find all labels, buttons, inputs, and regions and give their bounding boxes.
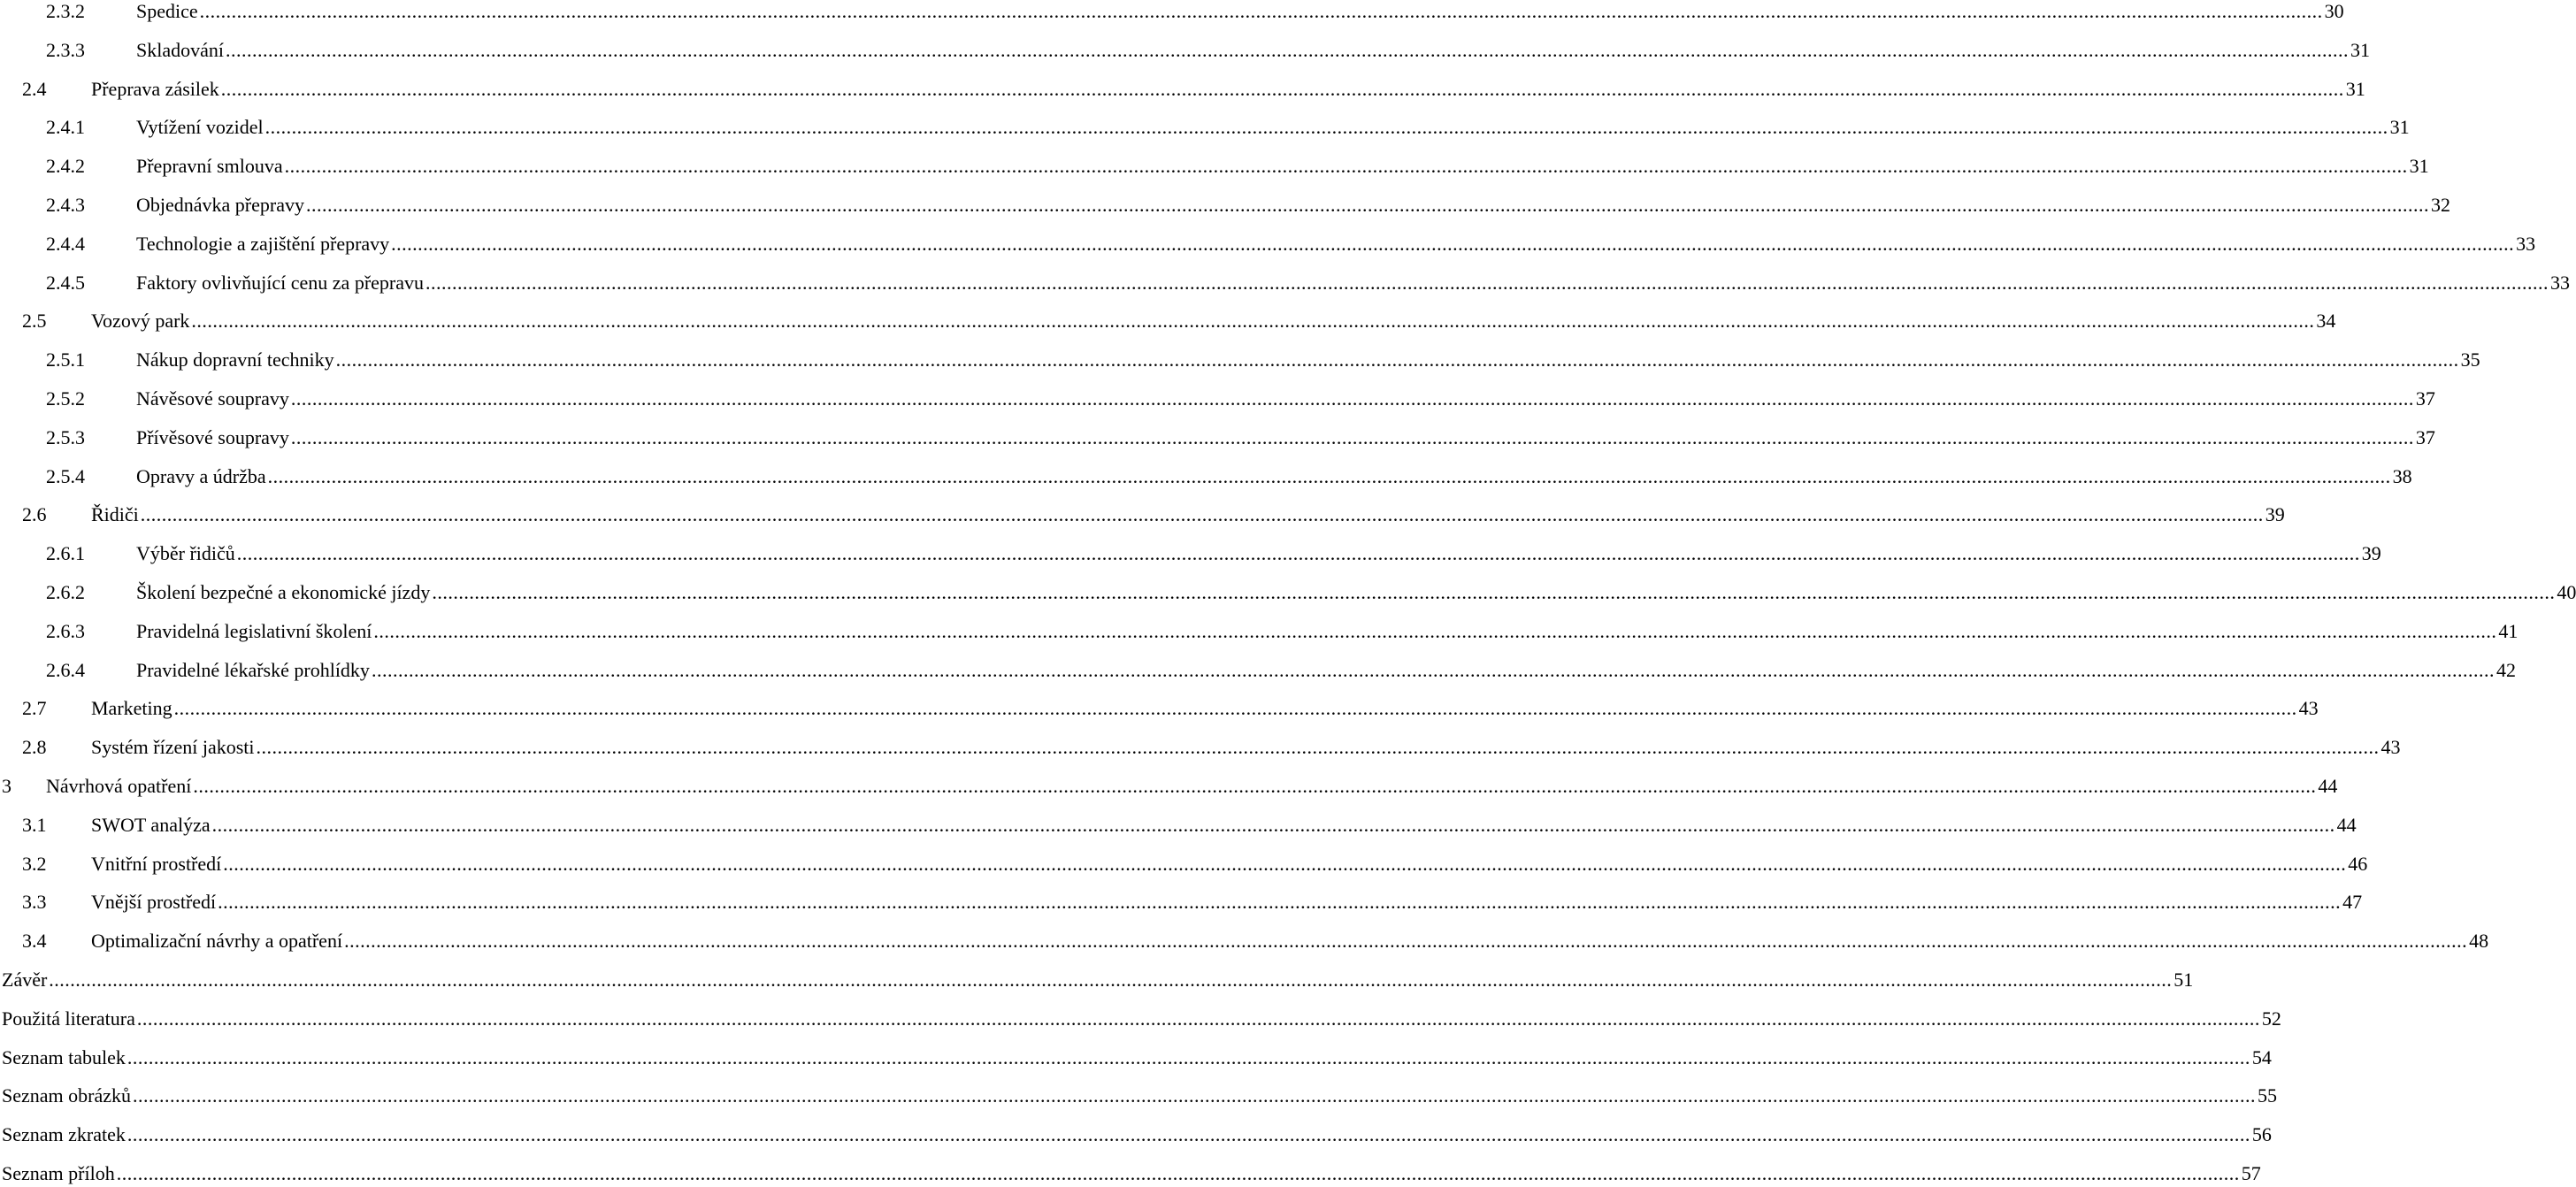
toc-entry-title: Přepravní smlouva bbox=[136, 155, 283, 178]
toc-entry-page-number: 37 bbox=[2415, 425, 2435, 448]
dot-leader: ................................................................................................................................................................................................................................................................................................................................................................................................................ bbox=[133, 1084, 2256, 1107]
dot-leader: ................................................................................................................................................................................................................................................................................................................................................................................................................ bbox=[191, 310, 2315, 333]
toc-entry-title: Seznam příloh bbox=[2, 1162, 115, 1184]
toc-entry-number: 2.5.2 bbox=[46, 387, 85, 410]
toc-entry-number: 2.6.1 bbox=[46, 542, 85, 565]
toc-entry-number: 3.2 bbox=[22, 852, 47, 875]
toc-entry-page-number: 46 bbox=[2348, 852, 2368, 875]
toc-entry-title: Vnější prostředí bbox=[91, 891, 217, 914]
dot-leader: ................................................................................................................................................................................................................................................................................................................................................................................................................ bbox=[220, 77, 2344, 100]
toc-entry-title: Použitá literatura bbox=[2, 1007, 135, 1030]
toc-entry[interactable] bbox=[0, 734, 2401, 761]
dot-leader: ................................................................................................................................................................................................................................................................................................................................................................................................................ bbox=[373, 619, 2497, 642]
toc-entry-page-number: 47 bbox=[2342, 891, 2363, 914]
toc-entry-page-number: 56 bbox=[2251, 1123, 2272, 1146]
toc-entry-page-number: 44 bbox=[2336, 813, 2357, 836]
toc-entry-title: Vnitřní prostředí bbox=[91, 852, 222, 875]
toc-entry-number: 2.6.2 bbox=[46, 581, 85, 603]
toc-entry[interactable] bbox=[0, 463, 2412, 490]
toc-entry[interactable] bbox=[0, 153, 2429, 180]
toc-entry-number: 2.4.1 bbox=[46, 116, 85, 139]
toc-entry[interactable] bbox=[0, 76, 2365, 103]
dot-leader: ................................................................................................................................................................................................................................................................................................................................................................................................................ bbox=[218, 891, 2342, 914]
toc-entry-number: 2.5.3 bbox=[46, 425, 85, 448]
toc-entry[interactable] bbox=[0, 0, 2344, 25]
toc-entry[interactable] bbox=[0, 928, 2489, 954]
toc-entry-title: Technologie a zajištění přepravy bbox=[136, 232, 390, 255]
toc-entry-number: 2.8 bbox=[22, 736, 47, 759]
toc-entry-page-number: 39 bbox=[2265, 503, 2285, 526]
toc-entry-number: 2.5 bbox=[22, 310, 47, 333]
toc-entry-title: Skladování bbox=[136, 38, 224, 61]
toc-entry-title: Řidiči bbox=[91, 503, 139, 526]
toc-entry-number: 2.4 bbox=[22, 77, 47, 100]
toc-entry-title: Výběr řidičů bbox=[136, 542, 235, 565]
toc-entry-title: Spedice bbox=[136, 0, 198, 22]
toc-entry[interactable] bbox=[0, 502, 2285, 528]
toc-entry-page-number: 51 bbox=[2174, 969, 2194, 991]
toc-entry-page-number: 31 bbox=[2350, 38, 2370, 61]
toc-entry-page-number: 31 bbox=[2389, 116, 2410, 139]
toc-entry[interactable] bbox=[0, 773, 2338, 800]
toc-entry-number: 3.4 bbox=[22, 930, 47, 953]
toc-entry-title: Opravy a údržba bbox=[136, 464, 266, 487]
toc-entry-page-number: 31 bbox=[2345, 77, 2365, 100]
dot-leader: ................................................................................................................................................................................................................................................................................................................................................................................................................ bbox=[371, 658, 2495, 681]
dot-leader: ................................................................................................................................................................................................................................................................................................................................................................................................................ bbox=[140, 503, 2264, 526]
dot-leader: ................................................................................................................................................................................................................................................................................................................................................................................................................ bbox=[284, 155, 2408, 178]
toc-entry-page-number: 40 bbox=[2557, 581, 2576, 603]
toc-entry[interactable] bbox=[0, 695, 2319, 722]
toc-entry-title: Přeprava zásilek bbox=[91, 77, 219, 100]
toc-entry-title: Pravidelné lékařské prohlídky bbox=[136, 658, 370, 681]
dot-leader: ................................................................................................................................................................................................................................................................................................................................................................................................................ bbox=[236, 542, 2360, 565]
toc-entry-number: 2.4.4 bbox=[46, 232, 85, 255]
toc-entry-title: Přívěsové soupravy bbox=[136, 425, 289, 448]
toc-entry-title: Pravidelná legislativní školení bbox=[136, 619, 372, 642]
toc-entry-title: Návěsové soupravy bbox=[136, 387, 289, 410]
toc-entry[interactable] bbox=[0, 308, 2336, 334]
dot-leader: ................................................................................................................................................................................................................................................................................................................................................................................................................ bbox=[193, 775, 2317, 797]
toc-entry[interactable] bbox=[0, 270, 2571, 296]
toc-entry[interactable] bbox=[0, 114, 2410, 141]
toc-entry-page-number: 30 bbox=[2324, 0, 2344, 22]
toc-entry-page-number: 39 bbox=[2361, 542, 2381, 565]
toc-entry-title: Seznam obrázků bbox=[2, 1084, 131, 1107]
toc-entry[interactable] bbox=[0, 812, 2357, 839]
toc-entry-title: Nákup dopravní techniky bbox=[136, 348, 334, 371]
dot-leader: ................................................................................................................................................................................................................................................................................................................................................................................................................ bbox=[432, 581, 2556, 603]
toc-entry-number: 2.6.4 bbox=[46, 658, 85, 681]
dot-leader: ................................................................................................................................................................................................................................................................................................................................................................................................................ bbox=[223, 852, 2347, 875]
dot-leader: ................................................................................................................................................................................................................................................................................................................................................................................................................ bbox=[126, 1123, 2250, 1146]
toc-entry[interactable] bbox=[0, 386, 2435, 412]
dot-leader: ................................................................................................................................................................................................................................................................................................................................................................................................................ bbox=[426, 271, 2549, 294]
toc-entry[interactable] bbox=[0, 425, 2435, 451]
toc-entry[interactable] bbox=[0, 1045, 2272, 1071]
dot-leader: ................................................................................................................................................................................................................................................................................................................................................................................................................ bbox=[126, 1045, 2250, 1068]
toc-entry-page-number: 32 bbox=[2430, 194, 2450, 216]
toc-entry-page-number: 41 bbox=[2498, 619, 2518, 642]
toc-entry-page-number: 33 bbox=[2550, 271, 2571, 294]
dot-leader: ................................................................................................................................................................................................................................................................................................................................................................................................................ bbox=[226, 38, 2349, 61]
toc-entry-page-number: 52 bbox=[2261, 1007, 2281, 1030]
toc-entry-number: 3.1 bbox=[22, 813, 47, 836]
toc-entry-title: Vytížení vozidel bbox=[136, 116, 264, 139]
dot-leader: ................................................................................................................................................................................................................................................................................................................................................................................................................ bbox=[290, 425, 2414, 448]
toc-entry[interactable] bbox=[0, 1083, 2277, 1109]
toc-entry[interactable] bbox=[0, 1006, 2281, 1032]
dot-leader: ................................................................................................................................................................................................................................................................................................................................................................................................................ bbox=[290, 387, 2414, 410]
toc-entry-number: 2.4.5 bbox=[46, 271, 85, 294]
toc-entry-number: 3 bbox=[2, 775, 12, 797]
dot-leader: ................................................................................................................................................................................................................................................................................................................................................................................................................ bbox=[49, 969, 2173, 991]
dot-leader: ................................................................................................................................................................................................................................................................................................................................................................................................................ bbox=[211, 813, 2335, 836]
toc-entry-page-number: 37 bbox=[2415, 387, 2435, 410]
toc-entry-title: Návrhová opatření bbox=[46, 775, 192, 797]
toc-entry-page-number: 44 bbox=[2318, 775, 2338, 797]
toc-entry-page-number: 43 bbox=[2298, 697, 2319, 720]
dot-leader: ................................................................................................................................................................................................................................................................................................................................................................................................................ bbox=[335, 348, 2459, 371]
toc-entry[interactable] bbox=[0, 618, 2518, 645]
dot-leader: ................................................................................................................................................................................................................................................................................................................................................................................................................ bbox=[305, 194, 2429, 216]
toc-entry[interactable] bbox=[0, 851, 2368, 877]
toc-entry-number: 2.6 bbox=[22, 503, 47, 526]
toc-entry[interactable] bbox=[0, 657, 2516, 684]
toc-entry-title: Školení bezpečné a ekonomické jízdy bbox=[136, 581, 431, 603]
toc-entry-title: Marketing bbox=[91, 697, 172, 720]
toc-entry-number: 2.3.3 bbox=[46, 38, 85, 61]
dot-leader: ................................................................................................................................................................................................................................................................................................................................................................................................................ bbox=[199, 0, 2323, 22]
toc-entry-page-number: 34 bbox=[2316, 310, 2336, 333]
toc-entry-page-number: 42 bbox=[2496, 658, 2516, 681]
dot-leader: ................................................................................................................................................................................................................................................................................................................................................................................................................ bbox=[116, 1162, 2240, 1184]
toc-entry[interactable] bbox=[0, 231, 2536, 257]
toc-entry-page-number: 43 bbox=[2380, 736, 2401, 759]
toc-entry[interactable] bbox=[0, 1122, 2272, 1148]
dot-leader: ................................................................................................................................................................................................................................................................................................................................................................................................................ bbox=[256, 736, 2380, 759]
toc-entry-title: Závěr bbox=[2, 969, 48, 991]
toc-entry-number: 2.6.3 bbox=[46, 619, 85, 642]
toc-entry[interactable] bbox=[0, 540, 2381, 567]
toc-entry-title: Objednávka přepravy bbox=[136, 194, 304, 216]
toc-entry-page-number: 57 bbox=[2241, 1162, 2261, 1184]
toc-entry-title: Faktory ovlivňující cenu za přepravu bbox=[136, 271, 425, 294]
toc-entry-page-number: 38 bbox=[2392, 464, 2412, 487]
toc-entry-number: 2.5.4 bbox=[46, 464, 85, 487]
toc-entry[interactable] bbox=[0, 579, 2576, 606]
toc-entry-title: Systém řízení jakosti bbox=[91, 736, 255, 759]
toc-entry-number: 2.5.1 bbox=[46, 348, 85, 371]
toc-entry[interactable] bbox=[0, 347, 2480, 373]
toc-entry-page-number: 55 bbox=[2258, 1084, 2277, 1107]
toc-entry[interactable] bbox=[0, 889, 2363, 915]
toc-entry-title: Optimalizační návrhy a opatření bbox=[91, 930, 343, 953]
toc-entry-page-number: 33 bbox=[2516, 232, 2536, 255]
toc-entry[interactable] bbox=[0, 967, 2194, 993]
toc-entry-number: 2.4.3 bbox=[46, 194, 85, 216]
dot-leader: ................................................................................................................................................................................................................................................................................................................................................................................................................ bbox=[173, 697, 2297, 720]
toc-entry[interactable] bbox=[0, 192, 2450, 218]
toc-entry-title: Seznam zkratek bbox=[2, 1123, 126, 1146]
toc-entry-page-number: 35 bbox=[2460, 348, 2480, 371]
toc-entry-number: 2.3.2 bbox=[46, 0, 85, 22]
toc-entry[interactable] bbox=[0, 37, 2370, 64]
toc-entry-number: 2.7 bbox=[22, 697, 47, 720]
toc-entry-page-number: 31 bbox=[2409, 155, 2429, 178]
dot-leader: ................................................................................................................................................................................................................................................................................................................................................................................................................ bbox=[136, 1007, 2260, 1030]
dot-leader: ................................................................................................................................................................................................................................................................................................................................................................................................................ bbox=[391, 232, 2515, 255]
dot-leader: ................................................................................................................................................................................................................................................................................................................................................................................................................ bbox=[267, 464, 2391, 487]
toc-entry-title: Vozový park bbox=[91, 310, 190, 333]
toc-entry-page-number: 48 bbox=[2469, 930, 2489, 953]
toc-entry-number: 2.4.2 bbox=[46, 155, 85, 178]
dot-leader: ................................................................................................................................................................................................................................................................................................................................................................................................................ bbox=[264, 116, 2388, 139]
toc-entry-title: Seznam tabulek bbox=[2, 1045, 126, 1068]
toc-entry[interactable] bbox=[0, 1160, 2261, 1187]
toc-entry-number: 3.3 bbox=[22, 891, 47, 914]
toc-entry-page-number: 54 bbox=[2251, 1045, 2272, 1068]
toc-entry-title: SWOT analýza bbox=[91, 813, 211, 836]
dot-leader: ................................................................................................................................................................................................................................................................................................................................................................................................................ bbox=[344, 930, 2468, 953]
